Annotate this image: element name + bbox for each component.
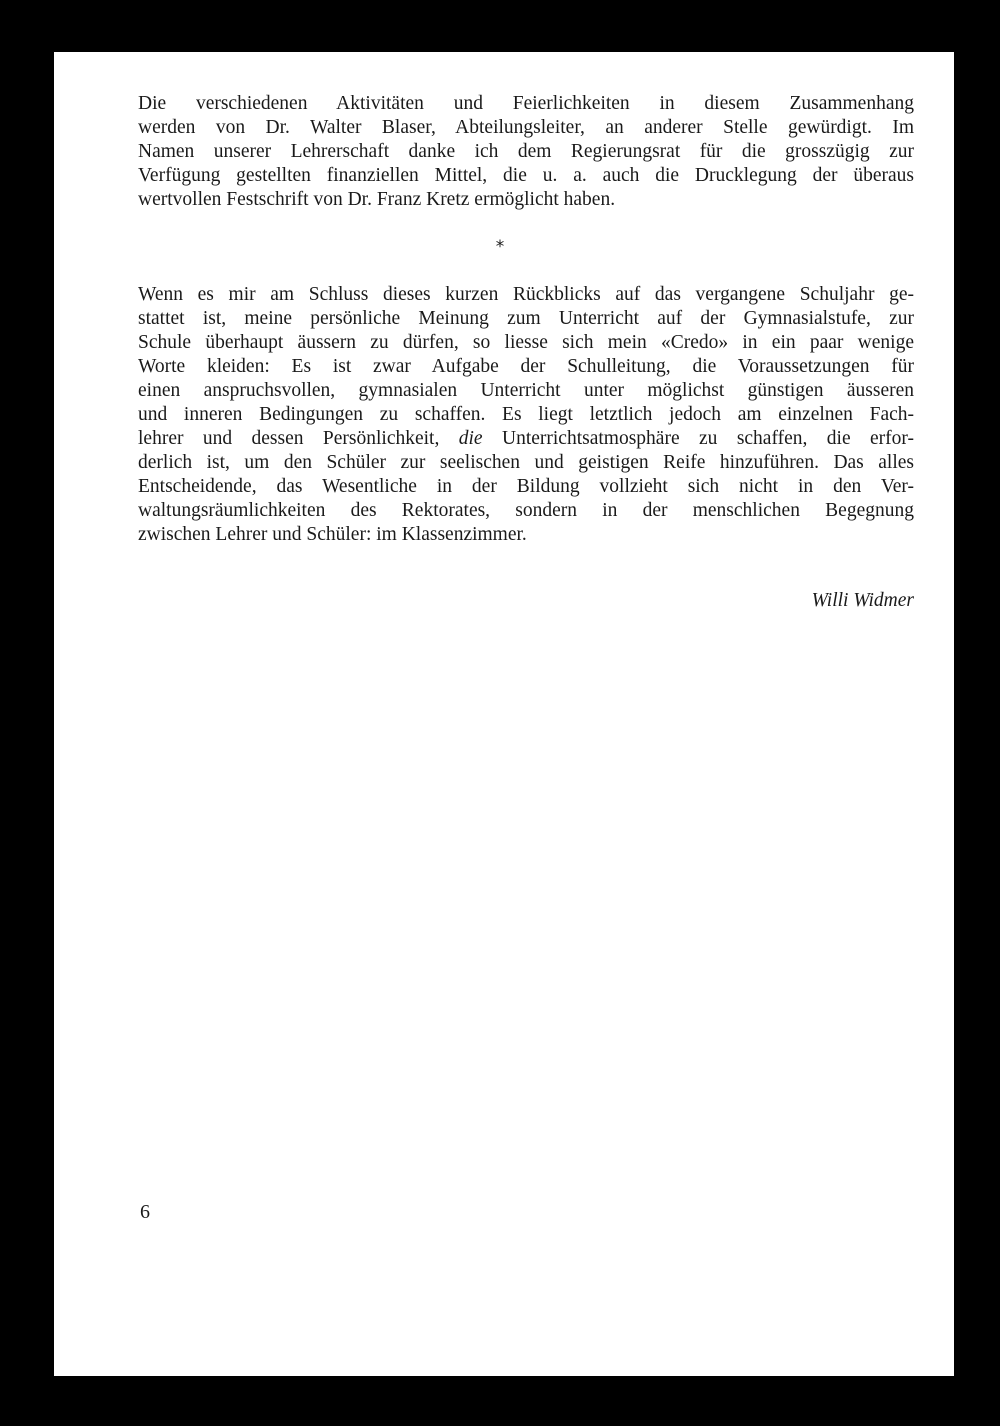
text-line: Wenn es mir am Schluss dieses kurzen Rückblicks auf das vergangene Schuljahr ge- (138, 284, 914, 305)
text-line: stattet ist, meine persönliche Meinung zum Unterricht auf der Gymnasialstufe, zur (138, 308, 914, 329)
text-line: zwischen Lehrer und Schüler: im Klassenzimmer. (138, 524, 527, 545)
page-number: 6 (140, 1201, 150, 1223)
text-line: derlich ist, um den Schüler zur seelischen und geistigen Reife hinzuführen. Das alles (138, 452, 914, 473)
text-line: Schule überhaupt äussern zu dürfen, so liesse sich mein «Credo» in ein paar wenige (138, 332, 914, 353)
author-signature: Willi Widmer (811, 590, 914, 611)
text-line: Entscheidende, das Wesentliche in der Bildung vollzieht sich nicht in den Ver- (138, 476, 914, 497)
text-line: wertvollen Festschrift von Dr. Franz Kretz ermöglicht haben. (138, 189, 616, 210)
paragraph-credo (138, 283, 914, 547)
text-line: und inneren Bedingungen zu schaffen. Es liegt letztlich jedoch am einzelnen Fach- (138, 404, 914, 425)
emphasized-word: die (458, 428, 483, 449)
paragraph-activities (138, 92, 914, 212)
text-line: Namen unserer Lehrerschaft danke ich dem Regierungsrat für die grosszügig zur (138, 141, 914, 162)
text-line: werden von Dr. Walter Blaser, Abteilungsleiter, an anderer Stelle gewürdigt. Im (138, 117, 914, 138)
text-line: Verfügung gestellten finanziellen Mittel, die u. a. auch die Drucklegung der überaus (138, 165, 914, 186)
text-segment: lehrer und dessen Persönlichkeit, (138, 428, 459, 449)
text-line-with-emphasis (138, 427, 914, 451)
text-segment: Unterrichtsatmosphäre zu schaffen, die erfor- (482, 428, 915, 449)
text-line: waltungsräumlichkeiten des Rektorates, sondern in der menschlichen Begegnung (138, 500, 914, 521)
text-line: Die verschiedenen Aktivitäten und Feierlichkeiten in diesem Zusammenhang (138, 93, 914, 114)
section-separator: * (495, 237, 505, 257)
text-line: Worte kleiden: Es ist zwar Aufgabe der Schulleitung, die Voraussetzungen für (138, 356, 914, 377)
text-line: einen anspruchsvollen, gymnasialen Unterricht unter möglichst günstigen äusseren (138, 380, 914, 401)
